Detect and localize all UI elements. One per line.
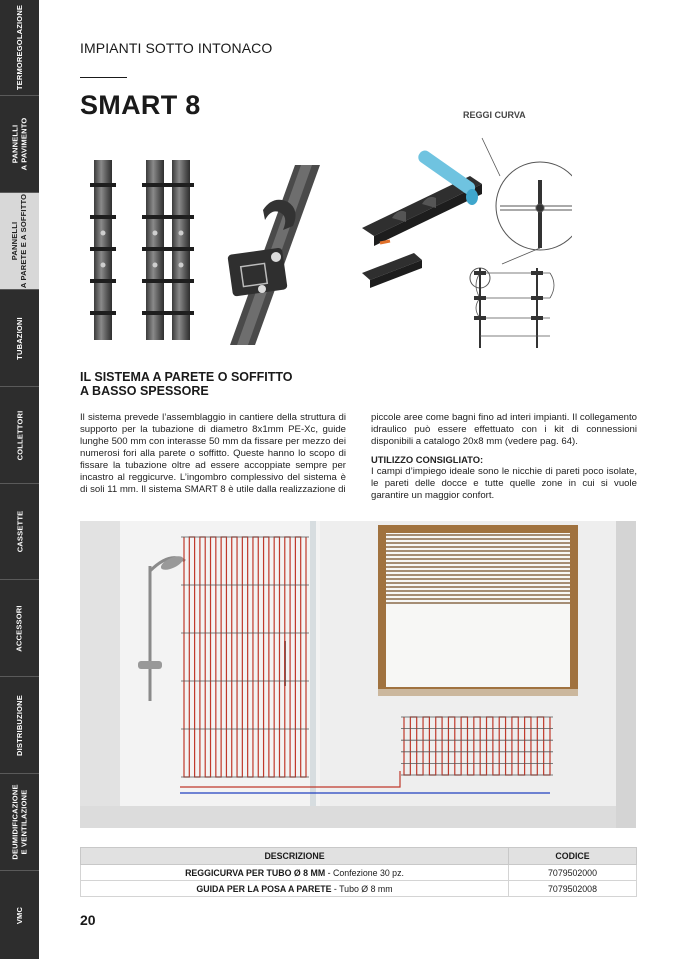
tab-label: ACCESSORI <box>15 604 25 652</box>
guide-rail-photo <box>90 160 194 340</box>
window <box>378 525 578 696</box>
bracket-drawing <box>362 148 482 288</box>
product-description: REGGICURVA PER TUBO Ø 8 MM - Confezione 30 pz. <box>81 865 509 881</box>
page-title: SMART 8 <box>80 90 201 120</box>
technical-drawing <box>352 108 572 353</box>
tab-pannelli-pavimento[interactable] <box>0 96 39 193</box>
tab-label: COLLETTORI <box>15 410 24 460</box>
detail-drawing <box>470 138 572 348</box>
tab-label: TUBAZIONI <box>15 316 25 360</box>
table-row <box>81 881 637 897</box>
tab-label: PANNELLI A PARETE E A SOFFITTO <box>10 193 29 289</box>
tab-label: DISTRIBUZIONE <box>15 694 24 756</box>
body-text-column-1: Il sistema prevede l’assemblaggio in cantiere della struttura di supporto per la tubazione di diametro 8x1mm PE-Xc, guide lunghe 500 mm con interasse 50 mm da fissare per mezzo dei numerosi fori alla parete o soffitto. Queste hanno lo scopo di fissare la tubazione oltre ad essere accoppiate sempre per incastro al reggicurve. L’ingombro complessivo del sistema è di soli 11 mm. Il sistema SMART 8 è utile dalla realizzazione di <box>80 412 346 495</box>
table-row <box>81 865 637 881</box>
tab-label: CASSETTE <box>15 510 25 553</box>
product-code: 7079502008 <box>509 881 637 897</box>
usage-text: I campi d’impiego ideale sono le nicchie di pareti poco isolate, le pareti delle docce e tutte quelle zone in cui si vuole garantire un maggior confort. <box>371 466 637 501</box>
product-table <box>80 847 637 897</box>
usage-label: UTILIZZO CONSIGLIATO: <box>371 454 484 465</box>
section-subheading: IL SISTEMA A PARETE O SOFFITTO A BASSO SPESSORE <box>80 370 293 398</box>
curve-holder-photo <box>227 165 320 345</box>
tab-deumidificazione[interactable] <box>0 774 39 871</box>
body-text-continued: piccole aree come bagni fino ad interi impianti. Il collegamento idraulico può essere effettuato con i kit di connessioni disponibili a catalogo 20x8 mm (vedere pag. 64). <box>371 412 637 447</box>
body-text-column-2 <box>371 412 637 502</box>
tab-termoregolazione[interactable] <box>0 0 39 96</box>
sidebar-tabs <box>0 0 39 959</box>
product-photos <box>80 155 330 355</box>
column-header-code: CODICE <box>509 848 637 865</box>
tab-tubazioni[interactable] <box>0 290 39 387</box>
tab-pannelli-parete-soffitto[interactable] <box>0 193 39 290</box>
column-header-description: DESCRIZIONE <box>81 848 509 865</box>
page-number: 20 <box>80 912 96 928</box>
bathroom-installation-image <box>80 521 636 828</box>
tab-label: VMC <box>15 906 24 924</box>
tab-cassette[interactable] <box>0 484 39 580</box>
tab-vmc[interactable] <box>0 871 39 959</box>
tab-accessori[interactable] <box>0 580 39 677</box>
tab-distribuzione[interactable] <box>0 677 39 774</box>
title-rule <box>80 77 127 78</box>
tab-label: TERMOREGOLAZIONE <box>15 4 25 91</box>
tab-collettori[interactable] <box>0 387 39 484</box>
product-code: 7079502000 <box>509 865 637 881</box>
tab-label: DEUMIDIFICAZIONE E VENTILAZIONE <box>10 784 29 860</box>
product-description: GUIDA PER LA POSA A PARETE - Tubo Ø 8 mm <box>81 881 509 897</box>
tab-label: PANNELLI A PAVIMENTO <box>10 117 29 171</box>
figure-label: REGGI CURVA <box>463 110 526 120</box>
section-title: IMPIANTI SOTTO INTONACO <box>80 40 273 56</box>
